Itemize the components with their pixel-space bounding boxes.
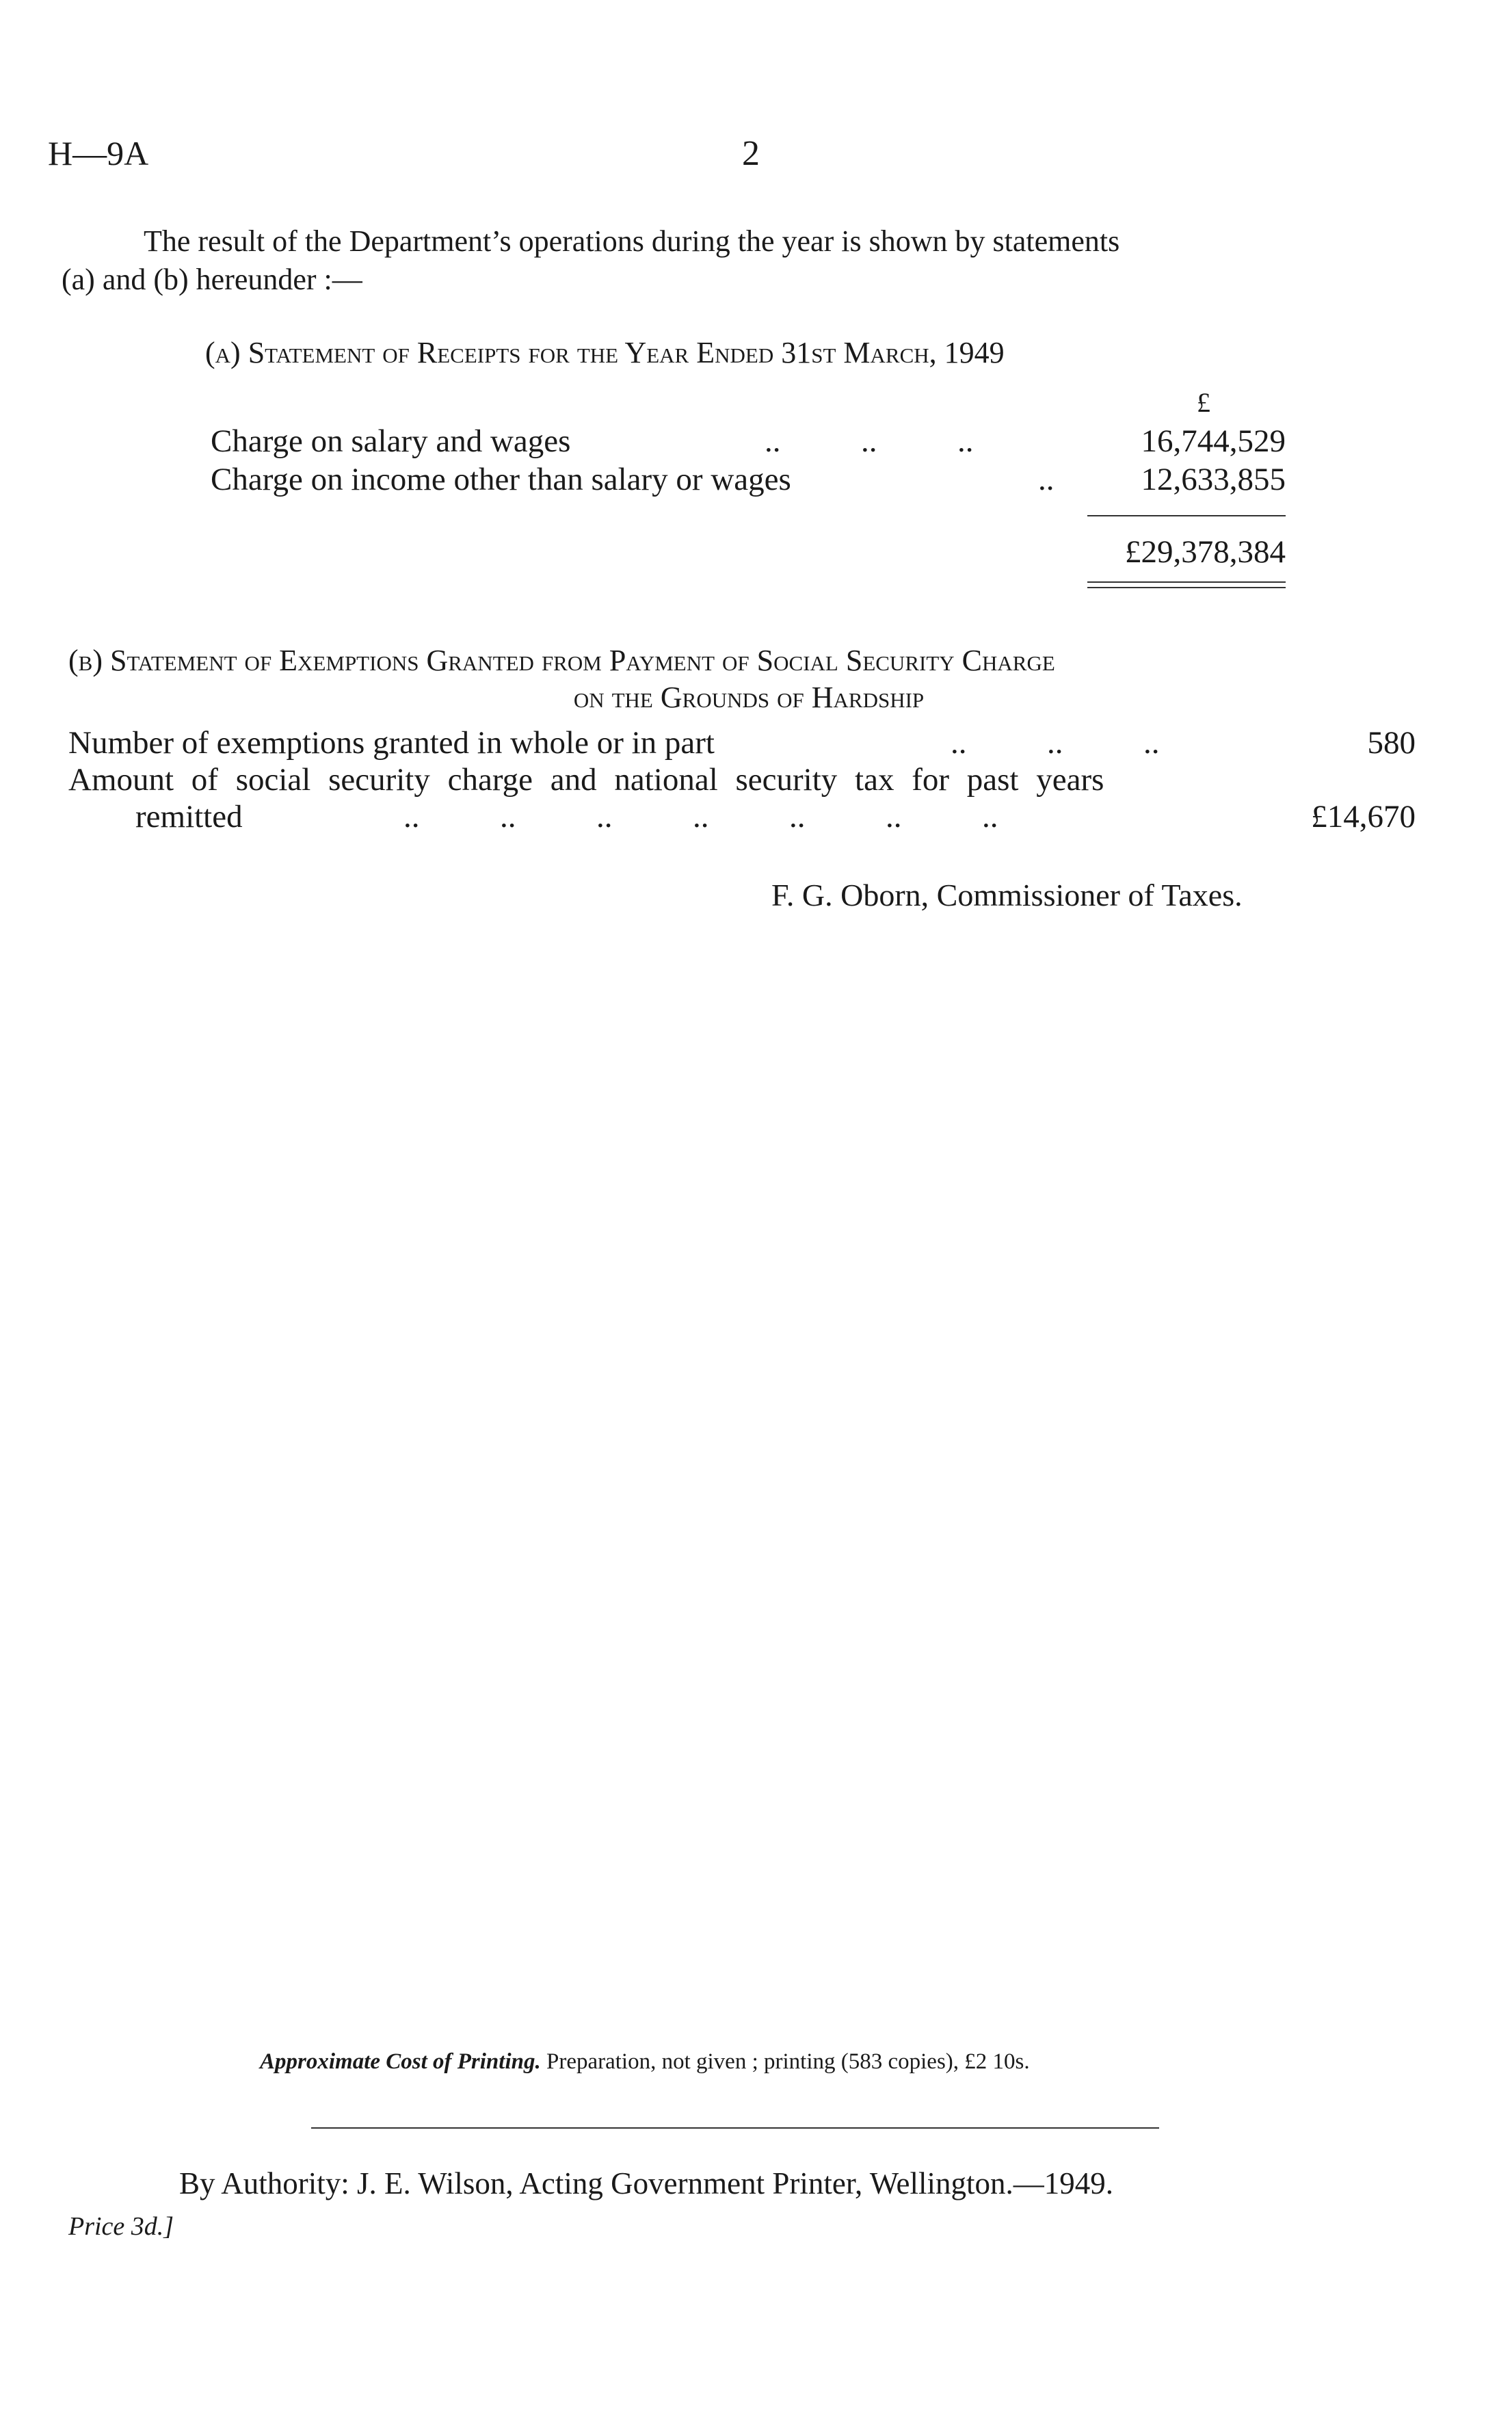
table-row: [211, 460, 1286, 499]
leader-dots: ..: [1038, 462, 1055, 497]
signature-line: F. G. Oborn, Commissioner of Taxes.: [771, 878, 1243, 912]
row-label: Number of exemptions granted in whole or in part: [68, 725, 715, 761]
document-reference: H—9A: [48, 134, 149, 172]
subtotal-rule: [1087, 515, 1286, 516]
row-label: Charge on salary and wages: [211, 423, 571, 459]
statement-b-title-line-1: (b) Statement of Exemptions Granted from Payment of Social Security Charge: [68, 644, 1055, 677]
footer-rule: [311, 2127, 1159, 2129]
printing-cost-note: [260, 2049, 1030, 2075]
row-value: 580: [1367, 725, 1416, 761]
total-rule-bottom: [1087, 587, 1286, 588]
printing-cost-text: Preparation, not given ; printing (583 copies), £2 10s.: [546, 2049, 1030, 2074]
row-label: Amount of social security charge and national security tax for past years: [68, 762, 1104, 798]
leader-dots: .. .. .. .. .. .. ..: [403, 799, 998, 835]
intro-paragraph: [62, 222, 1422, 299]
row-value: 12,633,855: [1141, 462, 1286, 497]
table-row: [211, 422, 1286, 460]
currency-header: £: [1197, 387, 1210, 418]
table-row: [68, 798, 1416, 836]
price-note: Price 3d.]: [68, 2212, 174, 2241]
leader-dots: .. .. ..: [951, 725, 1160, 761]
leader-dots: .. .. ..: [765, 423, 974, 459]
row-label: Charge on income other than salary or wages: [211, 462, 791, 497]
table-row: [68, 761, 1258, 799]
statement-a-total: £29,378,384: [1125, 534, 1286, 570]
statement-b-title-line-2: on the Grounds of Hardship: [573, 681, 925, 714]
row-value: 16,744,529: [1141, 423, 1286, 459]
row-label: remitted: [135, 799, 243, 835]
intro-line-2: (a) and (b) hereunder :—: [62, 263, 362, 296]
statement-a-title: (a) Statement of Receipts for the Year Ended 31st March, 1949: [205, 336, 1005, 369]
printing-cost-label: Approximate Cost of Printing.: [260, 2049, 541, 2074]
intro-line-1: The result of the Department’s operations during the year is shown by statements: [144, 224, 1120, 258]
printer-authority: By Authority: J. E. Wilson, Acting Government Printer, Wellington.—1949.: [179, 2166, 1114, 2200]
table-row: [68, 724, 1416, 762]
row-value: £14,670: [1311, 799, 1416, 835]
page-number: 2: [742, 134, 760, 173]
total-rule-top: [1087, 581, 1286, 583]
